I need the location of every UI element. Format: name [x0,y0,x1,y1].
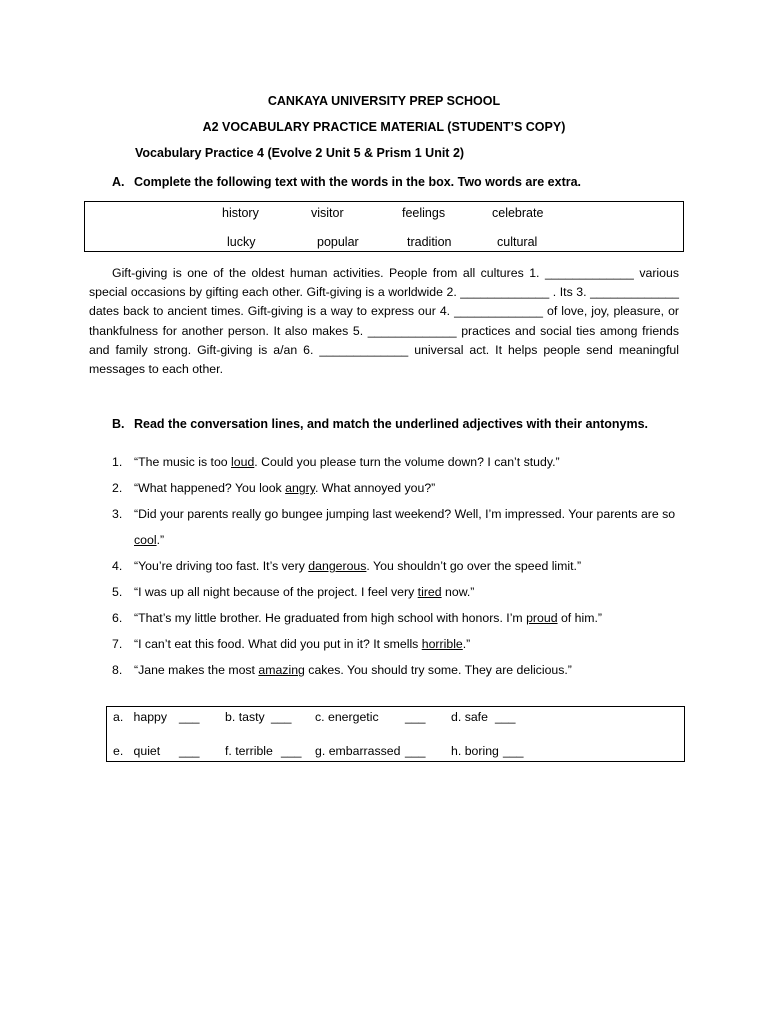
item-text-before: “Did your parents really go bungee jumping last weekend? Well, I’m impressed. Your parents are so [134,507,676,521]
item-number: 3. [112,507,123,521]
item-text-after: now.” [441,585,475,599]
option-blank[interactable]: ___ [281,744,302,758]
practice-title: Vocabulary Practice 4 (Evolve 2 Unit 5 & Prism 1 Unit 2) [135,146,465,160]
item-number: 5. [112,585,123,599]
word-box-item: tradition [407,235,452,249]
option-word: terrible [235,744,273,758]
antonym-option [451,710,488,724]
word-box-item: history [222,206,259,220]
option-blank[interactable]: ___ [179,744,200,758]
material-title: A2 VOCABULARY PRACTICE MATERIAL (STUDENT’S COPY) [202,120,566,134]
item-text-before: “You’re driving too fast. It’s very [134,559,309,573]
item-number: 2. [112,481,123,495]
item-text-after: . Could you please turn the volume down? I can’t study.” [254,455,560,469]
item-text-before: “I was up all night because of the project. I feel very [134,585,418,599]
option-blank[interactable]: ___ [271,710,292,724]
word-box-item: lucky [227,235,256,249]
item-text-after: .” [156,533,165,547]
item-number: 6. [112,611,123,625]
item-text-before: “That’s my little brother. He graduated from high school with honors. I’m [134,611,527,625]
item-number: 1. [112,455,123,469]
section-a-instruction [112,175,581,189]
antonym-option [225,744,273,758]
word-box [84,201,684,252]
option-blank[interactable]: ___ [405,744,426,758]
underlined-adjective: cool [134,533,157,547]
item-text-before: “I can’t eat this food. What did you put in it? It smells [134,637,422,651]
option-letter: e. [113,744,124,758]
option-word: tasty [238,710,265,724]
item-text-before: “What happened? You look [134,481,286,495]
underlined-adjective: amazing [258,663,305,677]
option-blank[interactable]: ___ [495,710,516,724]
item-text-after: cakes. You should try some. They are delicious.” [304,663,572,677]
word-box-item: popular [317,235,359,249]
item-text-before: “Jane makes the most [134,663,259,677]
paragraph-text: Gift-giving is one of the oldest human activities. People from all cultures 1. _____________ various special occasions by gifting each other. Gift-giving is a worldwide 2. _____________ . Its 3. _____________ dates back to ancient times. Gift-giving is a way to express our 4. _____________ of love, joy, pleasure, or thankfulness for another person. It also makes 5. _____________ practices and social ties among friends and family strong. Gift-giving is a/an 6. _____________ universal act. It helps people send meaningful messages to each other. [89,266,679,377]
item-text-after: .” [462,637,471,651]
antonym-option [113,744,160,758]
item-text-after: of him.” [557,611,602,625]
antonym-option [225,710,265,724]
option-letter: b. [225,710,236,724]
section-a-text: Complete the following text with the words in the box. Two words are extra. [134,175,582,189]
underlined-adjective: tired [417,585,442,599]
word-box-item: visitor [311,206,344,220]
underlined-adjective: proud [526,611,558,625]
option-word: boring [464,744,499,758]
option-word: safe [464,710,488,724]
section-b-instruction [112,417,648,431]
option-letter: a. [113,710,124,724]
option-blank[interactable]: ___ [503,744,524,758]
option-blank[interactable]: ___ [179,710,200,724]
item-number: 8. [112,663,123,677]
option-letter: d. [451,710,462,724]
word-box-item: feelings [402,206,446,220]
item-text-after: . You shouldn’t go over the speed limit.” [366,559,582,573]
underlined-adjective: dangerous [308,559,367,573]
option-letter: c. [315,710,325,724]
underlined-adjective: loud [231,455,255,469]
section-b-letter: B. [112,417,125,431]
school-title: CANKAYA UNIVERSITY PREP SCHOOL [267,94,501,108]
underlined-adjective: angry [285,481,315,495]
option-letter: g. [315,744,326,758]
item-number: 4. [112,559,123,573]
word-box-item: celebrate [492,206,544,220]
section-a-letter: A. [112,175,125,189]
option-letter: h. [451,744,462,758]
section-b-text: Read the conversation lines, and match the underlined adjectives with their antonyms. [134,417,649,431]
word-box-item: cultural [497,235,538,249]
antonym-option [451,744,499,758]
item-number: 7. [112,637,123,651]
option-word: embarrassed [328,744,401,758]
underlined-adjective: horrible [421,637,463,651]
antonym-option [113,710,167,724]
antonym-box [106,706,685,762]
option-blank[interactable]: ___ [405,710,426,724]
item-text-before: “The music is too [134,455,232,469]
antonym-option [315,744,400,758]
option-word: energetic [328,710,379,724]
antonym-option [315,710,379,724]
option-letter: f. [225,744,232,758]
gift-giving-paragraph [89,264,679,379]
item-text-after: . What annoyed you?” [314,481,436,495]
option-word: happy [133,710,168,724]
option-word: quiet [133,744,161,758]
